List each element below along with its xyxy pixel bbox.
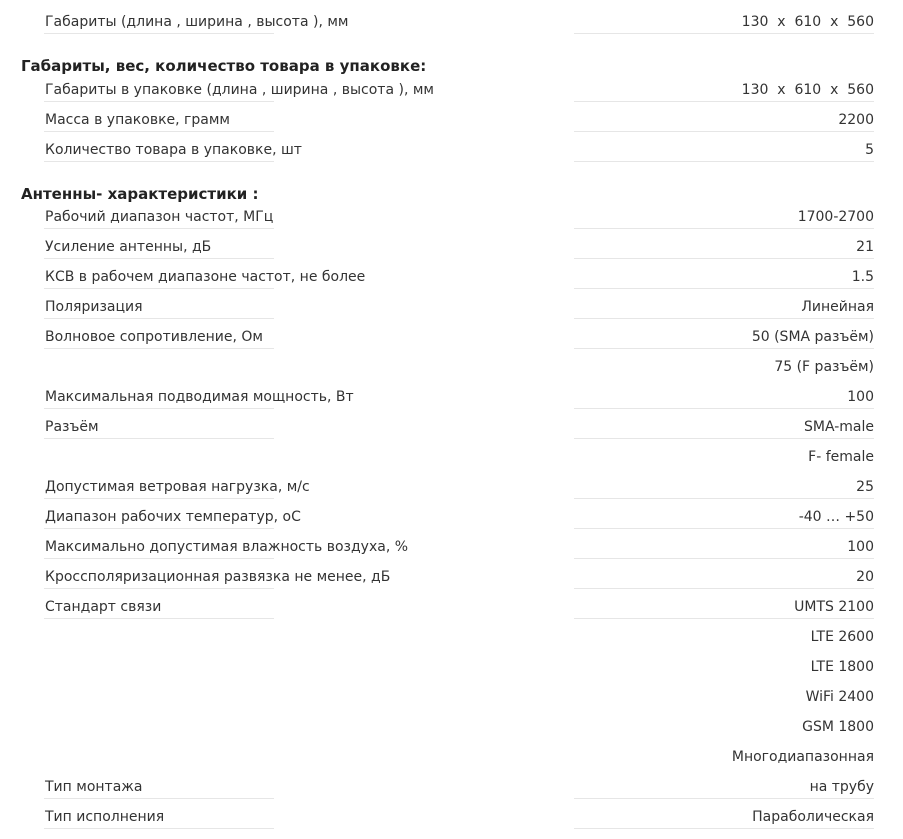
spec-label: Волновое сопротивление, Ом [45,329,263,345]
spec-row [44,140,874,170]
spec-label: Масса в упаковке, грамм [45,112,230,128]
section-title-antenna: Антенны- характеристики : [21,185,259,203]
spec-value: F- female [808,449,874,465]
spec-value: 21 [856,239,874,255]
spec-value: 1700-2700 [797,209,874,225]
spec-label: Габариты в упаковке (длина , ширина , высота ), мм [45,82,434,98]
spec-label: Усиление антенны, дБ [45,239,212,255]
spec-label: Габариты (длина , ширина , высота ), мм [45,14,349,30]
spec-value: Линейная [801,299,874,315]
spec-value: GSM 1800 [802,719,874,735]
spec-value: WiFi 2400 [805,689,874,705]
spec-value: 130 x 610 x 560 [741,82,874,98]
spec-label: Тип монтажа [45,779,143,795]
spec-label: Допустимая ветровая нагрузка, м/с [45,479,310,495]
spec-label: Разъём [45,419,99,435]
spec-row [44,417,874,447]
spec-value: LTE 1800 [810,659,874,675]
spec-row [44,12,874,42]
spec-row [44,267,874,297]
spec-value: -40 … +50 [798,509,874,525]
spec-label: Максимальная подводимая мощность, Вт [45,389,354,405]
spec-value: 100 [847,389,874,405]
spec-value: Параболическая [752,809,874,825]
spec-value: UMTS 2100 [794,599,874,615]
spec-label: Поляризация [45,299,143,315]
spec-value: 75 (F разъём) [774,359,874,375]
spec-value: на трубу [809,779,874,795]
spec-row [44,777,874,807]
spec-label: Количество товара в упаковке, шт [45,142,302,158]
spec-row [44,327,874,357]
spec-row [44,387,874,417]
spec-value: 130 x 610 x 560 [741,14,874,30]
spec-label: Диапазон рабочих температур, оС [45,509,301,525]
spec-value: 5 [865,142,874,158]
spec-value: 25 [856,479,874,495]
spec-row [44,657,874,687]
spec-row [44,627,874,657]
spec-value: 50 (SMA разъём) [751,329,874,345]
spec-row [44,747,874,777]
spec-row [44,687,874,717]
spec-label: Стандарт связи [45,599,162,615]
spec-row [44,567,874,597]
spec-value: 1.5 [851,269,874,285]
section-title-packaging: Габариты, вес, количество товара в упаковке: [21,57,427,75]
spec-value: 20 [856,569,874,585]
spec-label: Тип исполнения [45,809,165,825]
spec-row [44,597,874,627]
spec-row [44,807,874,837]
spec-value: SMA-male [803,419,874,435]
spec-value: LTE 2600 [810,629,874,645]
spec-label: КСВ в рабочем диапазоне частот, не более [45,269,366,285]
spec-label: Рабочий диапазон частот, МГц [45,209,274,225]
spec-value: 100 [847,539,874,555]
spec-value: 2200 [838,112,874,128]
spec-label: Максимально допустимая влажность воздуха, % [45,539,409,555]
spec-value: Многодиапазонная [731,749,874,765]
spec-label: Кроссполяризационная развязка не менее, дБ [45,569,391,585]
